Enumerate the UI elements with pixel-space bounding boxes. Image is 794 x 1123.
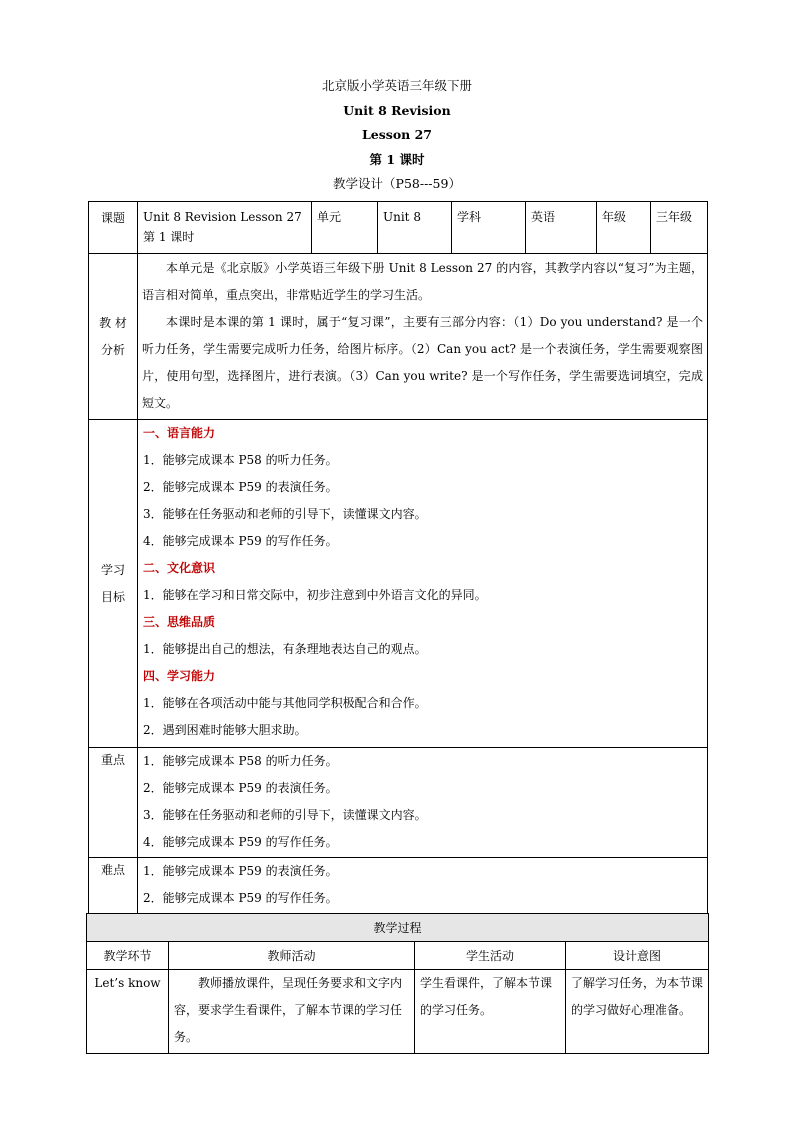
goals-content: [138, 420, 708, 748]
list-item: 4．能够完成课本 P59 的写作任务。: [143, 835, 338, 849]
list-item: 4．能够完成课本 P59 的写作任务。: [143, 534, 338, 548]
list-item: 1．能够完成课本 P58 的听力任务。: [143, 453, 338, 467]
analysis-content: [138, 254, 708, 420]
unit-label: 单元: [312, 202, 378, 254]
list-item: 3．能够在任务驱动和老师的引导下，读懂课文内容。: [143, 507, 427, 521]
subject-label: 学科: [452, 202, 526, 254]
analysis-label-line2: 分析: [100, 342, 125, 357]
header-lesson: Lesson 27: [362, 127, 432, 142]
process-title: 教学过程: [87, 914, 709, 942]
goals-label-line2: 目标: [100, 589, 125, 604]
teaching-process-table: [86, 913, 709, 1054]
student-activity-cell: 学生看课件，了解本节课的学习任务。: [415, 970, 566, 1054]
list-item: 1．能够在各项活动中能与其他同学积极配合和合作。: [143, 696, 427, 710]
header-textbook: 北京版小学英语三年级下册: [321, 78, 472, 93]
goals-heading-thinking: 三、思维品质: [143, 615, 216, 629]
process-header-row: [87, 942, 709, 970]
header-design: 教学设计（P58---59）: [333, 176, 461, 191]
key-points-content: [138, 748, 708, 858]
list-item: 1．能够完成课本 P58 的听力任务。: [143, 754, 338, 768]
column-header-student: 学生活动: [415, 942, 566, 970]
process-title-row: [87, 914, 709, 942]
difficulties-row: [89, 858, 708, 914]
difficulties-content: [138, 858, 708, 914]
analysis-label: [89, 254, 138, 420]
list-item: 2．能够完成课本 P59 的写作任务。: [143, 891, 338, 905]
list-item: 3．能够在任务驱动和老师的引导下，读懂课文内容。: [143, 808, 427, 822]
list-item: 2．能够完成课本 P59 的表演任务。: [143, 781, 338, 795]
topic-value: Unit 8 Revision Lesson 27 第 1 课时: [138, 202, 312, 254]
analysis-label-line1: 教 材: [99, 315, 127, 330]
unit-value: Unit 8: [378, 202, 452, 254]
table-row: [87, 970, 709, 1054]
goals-label-line1: 学习: [100, 562, 125, 577]
column-header-stage: 教学环节: [87, 942, 169, 970]
header-unit: Unit 8 Revision: [343, 102, 451, 118]
key-points-row: [89, 748, 708, 858]
goals-row: [89, 420, 708, 748]
column-header-intent: 设计意图: [566, 942, 709, 970]
list-item: 1．能够在学习和日常交际中，初步注意到中外语言文化的异同。: [143, 588, 487, 602]
list-item: 1．能够提出自己的想法，有条理地表达自己的观点。: [143, 642, 427, 656]
list-item: 1．能够完成课本 P59 的表演任务。: [143, 864, 338, 878]
column-header-teacher: 教师活动: [169, 942, 415, 970]
document-header: [0, 74, 794, 197]
grade-label: 年级: [597, 202, 651, 254]
analysis-paragraph-1: 本单元是《北京版》小学英语三年级下册 Unit 8 Lesson 27 的内容，其教学内容以“复习”为主题，语言相对简单，重点突出，非常贴近学生的学习生活。: [142, 261, 703, 302]
list-item: 2．能够完成课本 P59 的表演任务。: [143, 480, 338, 494]
teacher-activity-cell: 教师播放课件，呈现任务要求和文字内容，要求学生看课件，了解本节课的学习任务。: [169, 970, 415, 1054]
key-points-label: 重点: [89, 748, 138, 858]
info-row: [89, 202, 708, 254]
analysis-paragraph-2: 本课时是本课的第 1 课时，属于“复习课”，主要有三部分内容：（1）Do you understand? 是一个听力任务，学生需要完成听力任务，给图片标序。（2）Can you act? 是一个表演任务，学生需要观察图片，使用句型，选择图片，进行表演。（3）Can you write? 是一个写作任务，学生需要选词填空，完成短文。: [142, 315, 703, 410]
design-intent-cell: 了解学习任务，为本节课的学习做好心理准备。: [566, 970, 709, 1054]
header-period: 第 1 课时: [369, 151, 425, 167]
lesson-info-table: [88, 201, 708, 914]
topic-label: 课题: [89, 202, 138, 254]
difficulties-label: 难点: [89, 858, 138, 914]
analysis-row: [89, 254, 708, 420]
list-item: 2．遇到困难时能够大胆求助。: [143, 723, 307, 737]
goals-heading-language: 一、语言能力: [143, 426, 216, 440]
goals-heading-learning: 四、学习能力: [143, 669, 216, 683]
grade-value: 三年级: [651, 202, 708, 254]
goals-heading-culture: 二、文化意识: [143, 561, 216, 575]
goals-label: [89, 420, 138, 748]
subject-value: 英语: [526, 202, 597, 254]
stage-cell: Let’s know: [87, 970, 169, 1054]
